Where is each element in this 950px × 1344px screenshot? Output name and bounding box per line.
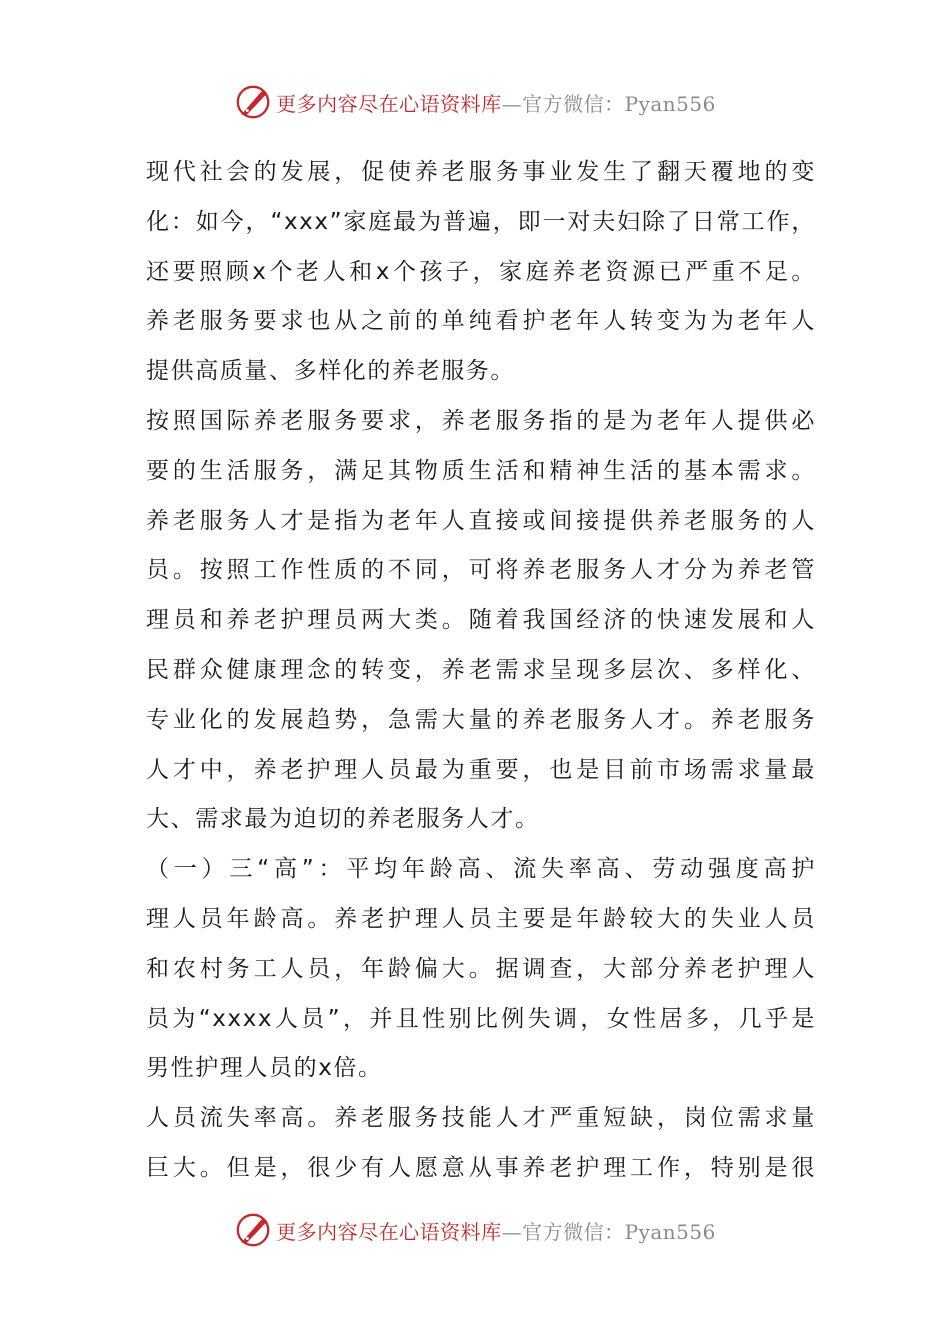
header-banner: [0, 80, 950, 124]
body-line: 人员流失率高。养老服务技能人才严重短缺，岗位需求量: [146, 1105, 816, 1132]
pen-nib-logo-icon: [234, 1211, 272, 1249]
banner-gray-text: —官方微信：Pyan556: [501, 91, 716, 116]
pen-nib-logo-icon: [234, 83, 272, 121]
body-line: 理员和养老护理员两大类。随着我国经济的快速发展和人: [146, 607, 816, 634]
banner-text: [276, 1216, 716, 1245]
body-line: 还要照顾x个老人和x个孩子，家庭养老资源已严重不足。: [146, 258, 816, 285]
body-line: 巨大。但是，很少有人愿意从事养老护理工作，特别是很: [146, 1154, 816, 1181]
banner-red-text: 更多内容尽在心语资料库: [276, 1219, 502, 1244]
body-line: 按照国际养老服务要求，养老服务指的是为老年人提供必: [146, 407, 816, 434]
banner-text: [276, 88, 716, 117]
footer-banner: [0, 1208, 950, 1252]
body-line: 养老服务人才是指为老年人直接或间接提供养老服务的人: [146, 507, 816, 534]
body-line: 化：如今，“xxx”家庭最为普遍，即一对夫妇除了日常工作，: [146, 208, 816, 235]
body-line: 员为“xxxx人员”，并且性别比例失调，女性居多，几乎是: [146, 1005, 816, 1032]
body-line: 提供高质量、多样化的养老服务。: [146, 358, 515, 385]
body-line: 男性护理人员的x倍。: [146, 1055, 383, 1082]
body-line: 要的生活服务，满足其物质生活和精神生活的基本需求。: [146, 457, 816, 484]
banner-red-text: 更多内容尽在心语资料库: [276, 91, 502, 116]
body-line: 大、需求最为迫切的养老服务人才。: [146, 806, 540, 833]
body-line: 养老服务要求也从之前的单纯看护老年人转变为为老年人: [146, 308, 816, 335]
body-line: 理人员年龄高。养老护理人员主要是年龄较大的失业人员: [146, 905, 816, 932]
body-line: 员。按照工作性质的不同，可将养老服务人才分为养老管: [146, 557, 816, 584]
body-lines: [146, 148, 816, 1194]
banner-gray-text: —官方微信：Pyan556: [501, 1219, 716, 1244]
body-line: （一）三“高”：平均年龄高、流失率高、劳动强度高护: [146, 856, 816, 883]
body-line: 现代社会的发展，促使养老服务事业发生了翻天覆地的变: [146, 159, 816, 185]
body-line: 和农村务工人员，年龄偏大。据调查，大部分养老护理人: [146, 955, 816, 982]
document-body: [146, 148, 816, 1194]
body-line: 人才中，养老护理人员最为重要，也是目前市场需求量最: [146, 756, 816, 783]
body-line: 民群众健康理念的转变，养老需求呈现多层次、多样化、: [146, 656, 816, 683]
body-line: 专业化的发展趋势，急需大量的养老服务人才。养老服务: [146, 706, 816, 733]
